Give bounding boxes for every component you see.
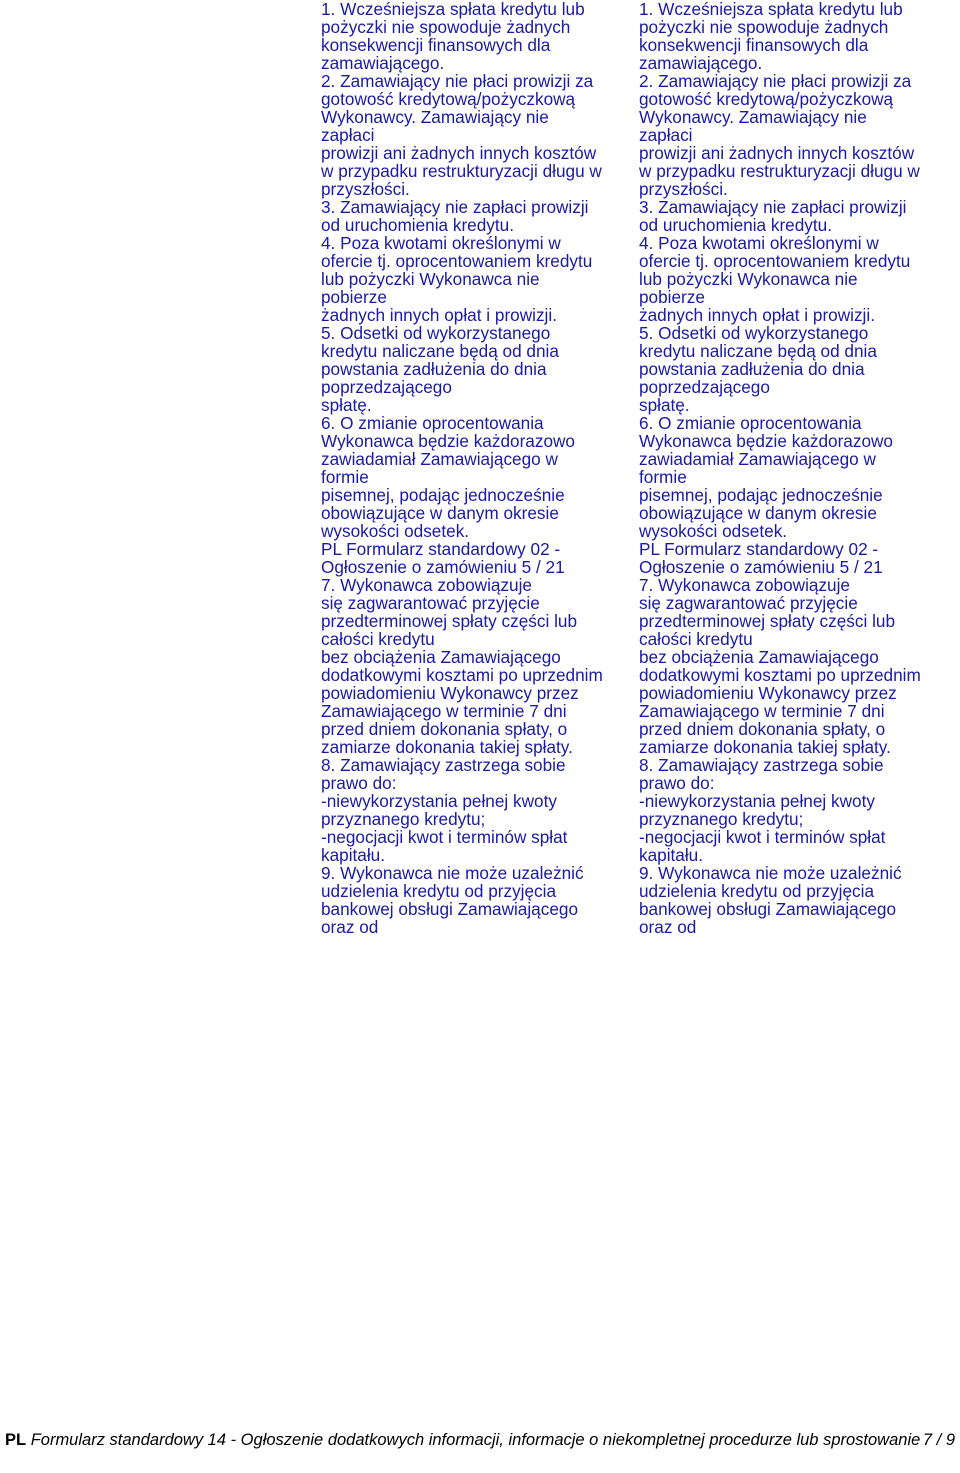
- left-column-line: zawiadamiał Zamawiającego w: [321, 449, 558, 469]
- left-column-line: przyszłości.: [321, 179, 410, 199]
- right-column-line: 9. Wykonawca nie może uzależnić: [639, 863, 902, 883]
- left-column-line: 6. O zmianie oprocentowania: [321, 413, 544, 433]
- right-column-line: zamiarze dokonania takiej spłaty.: [639, 737, 891, 757]
- right-column-line: od uruchomienia kredytu.: [639, 215, 832, 235]
- left-column-line: zapłaci: [321, 125, 375, 145]
- right-column-line: bankowej obsługi Zamawiającego: [639, 899, 897, 919]
- left-column-text: [321, 0, 638, 936]
- left-column-line: kapitału.: [321, 845, 386, 865]
- right-column-line: 4. Poza kwotami określonymi w: [639, 233, 879, 253]
- right-column-line: pożyczki nie spowoduje żadnych: [639, 17, 889, 37]
- right-column-line: prowizji ani żadnych innych kosztów: [639, 143, 915, 163]
- right-column-line: prawo do:: [639, 773, 715, 793]
- left-column-line: -negocjacji kwot i terminów spłat: [321, 827, 568, 847]
- left-column-line: się zagwarantować przyjęcie: [321, 593, 540, 613]
- left-column-line: przedterminowej spłaty części lub: [321, 611, 578, 631]
- right-column-line: poprzedzającego: [639, 377, 770, 397]
- left-column-line: lub pożyczki Wykonawca nie: [321, 269, 540, 289]
- left-column-line: wysokości odsetek.: [321, 521, 470, 541]
- left-column-line: pożyczki nie spowoduje żadnych: [321, 17, 571, 37]
- right-column-line: formie: [639, 467, 687, 487]
- right-column-line: PL Formularz standardowy 02 -: [639, 539, 879, 559]
- footer-language-code: PL: [5, 1431, 27, 1449]
- right-column-line: obowiązujące w danym okresie: [639, 503, 877, 523]
- left-column-line: 4. Poza kwotami określonymi w: [321, 233, 561, 253]
- left-column-line: kredytu naliczane będą od dnia: [321, 341, 559, 361]
- footer-page-number: 7 / 9: [922, 1431, 955, 1449]
- page-footer: [5, 1431, 955, 1450]
- left-column-line: żadnych innych opłat i prowizji.: [321, 305, 557, 325]
- right-column-line: 5. Odsetki od wykorzystanego: [639, 323, 869, 343]
- left-column-line: dodatkowymi kosztami po uprzednim: [321, 665, 603, 685]
- left-column-line: zamiarze dokonania takiej spłaty.: [321, 737, 573, 757]
- left-column-line: PL Formularz standardowy 02 -: [321, 539, 561, 559]
- right-column-line: w przypadku restrukturyzacji długu w: [639, 161, 920, 181]
- left-column-line: bankowej obsługi Zamawiającego: [321, 899, 579, 919]
- left-column-line: bez obciążenia Zamawiającego: [321, 647, 561, 667]
- left-column-line: Ogłoszenie o zamówieniu 5 / 21: [321, 557, 565, 577]
- right-column-line: 8. Zamawiający zastrzega sobie: [639, 755, 884, 775]
- right-column-line: gotowość kredytową/pożyczkową: [639, 89, 894, 109]
- right-column-line: dodatkowymi kosztami po uprzednim: [639, 665, 921, 685]
- right-column-line: bez obciążenia Zamawiającego: [639, 647, 879, 667]
- right-column-line: powstania zadłużenia do dnia: [639, 359, 865, 379]
- right-column-line: 2. Zamawiający nie płaci prowizji za: [639, 71, 912, 91]
- left-column-line: prawo do:: [321, 773, 397, 793]
- left-column-line: Wykonawca będzie każdorazowo: [321, 431, 575, 451]
- right-column-line: kapitału.: [639, 845, 704, 865]
- right-column-line: 6. O zmianie oprocentowania: [639, 413, 862, 433]
- left-column-line: 2. Zamawiający nie płaci prowizji za: [321, 71, 594, 91]
- left-column-line: pobierze: [321, 287, 387, 307]
- right-column-line: przyszłości.: [639, 179, 728, 199]
- left-column-line: obowiązujące w danym okresie: [321, 503, 559, 523]
- footer-form-title: Formularz standardowy 14 - Ogłoszenie dodatkowych informacji, informacje o niekompletnej procedurze lub sprostowanie: [30, 1431, 921, 1449]
- left-column-line: ofercie tj. oprocentowaniem kredytu: [321, 251, 593, 271]
- left-column-line: gotowość kredytową/pożyczkową: [321, 89, 576, 109]
- left-column-line: przed dniem dokonania spłaty, o: [321, 719, 568, 739]
- right-column-line: zamawiającego.: [639, 53, 763, 73]
- right-column-line: ofercie tj. oprocentowaniem kredytu: [639, 251, 911, 271]
- left-column-line: oraz od: [321, 917, 379, 937]
- right-column-line: Zamawiającego w terminie 7 dni: [639, 701, 885, 721]
- right-column-line: lub pożyczki Wykonawca nie: [639, 269, 858, 289]
- left-column-line: 5. Odsetki od wykorzystanego: [321, 323, 551, 343]
- left-column-line: 8. Zamawiający zastrzega sobie: [321, 755, 566, 775]
- left-column-line: przyznanego kredytu;: [321, 809, 486, 829]
- right-column-line: spłatę.: [639, 395, 690, 415]
- left-column-line: powiadomieniu Wykonawcy przez: [321, 683, 579, 703]
- right-column-line: 3. Zamawiający nie zapłaci prowizji: [639, 197, 907, 217]
- right-column-line: -negocjacji kwot i terminów spłat: [639, 827, 886, 847]
- left-column-line: prowizji ani żadnych innych kosztów: [321, 143, 597, 163]
- left-column-line: w przypadku restrukturyzacji długu w: [321, 161, 602, 181]
- right-column-line: 1. Wcześniejsza spłata kredytu lub: [639, 0, 903, 19]
- left-column-line: udzielenia kredytu od przyjęcia: [321, 881, 557, 901]
- left-column-line: zamawiającego.: [321, 53, 445, 73]
- left-column-line: 3. Zamawiający nie zapłaci prowizji: [321, 197, 589, 217]
- left-column-line: spłatę.: [321, 395, 372, 415]
- right-column-line: przedterminowej spłaty części lub: [639, 611, 896, 631]
- right-column-line: żadnych innych opłat i prowizji.: [639, 305, 875, 325]
- right-column-line: zapłaci: [639, 125, 693, 145]
- left-column-line: pisemnej, podając jednocześnie: [321, 485, 565, 505]
- right-column-line: Wykonawca będzie każdorazowo: [639, 431, 893, 451]
- right-column-line: 7. Wykonawca zobowiązuje: [639, 575, 850, 595]
- right-column-line: oraz od: [639, 917, 697, 937]
- left-column-line: formie: [321, 467, 369, 487]
- left-column-line: 9. Wykonawca nie może uzależnić: [321, 863, 584, 883]
- right-column-line: kredytu naliczane będą od dnia: [639, 341, 877, 361]
- left-column-line: powstania zadłużenia do dnia: [321, 359, 547, 379]
- right-column-line: przed dniem dokonania spłaty, o: [639, 719, 886, 739]
- right-column-line: Ogłoszenie o zamówieniu 5 / 21: [639, 557, 883, 577]
- left-column-line: 1. Wcześniejsza spłata kredytu lub: [321, 0, 585, 19]
- left-column-line: -niewykorzystania pełnej kwoty: [321, 791, 557, 811]
- right-column-line: się zagwarantować przyjęcie: [639, 593, 858, 613]
- right-column-line: powiadomieniu Wykonawcy przez: [639, 683, 897, 703]
- left-column-line: całości kredytu: [321, 629, 435, 649]
- left-column-line: konsekwencji finansowych dla: [321, 35, 551, 55]
- right-column-line: udzielenia kredytu od przyjęcia: [639, 881, 875, 901]
- left-column-line: poprzedzającego: [321, 377, 452, 397]
- right-column-line: całości kredytu: [639, 629, 753, 649]
- right-column-line: przyznanego kredytu;: [639, 809, 804, 829]
- right-column-line: -niewykorzystania pełnej kwoty: [639, 791, 875, 811]
- right-column-line: Wykonawcy. Zamawiający nie: [639, 107, 867, 127]
- right-column-line: zawiadamiał Zamawiającego w: [639, 449, 876, 469]
- left-column-line: od uruchomienia kredytu.: [321, 215, 514, 235]
- left-column-line: Wykonawcy. Zamawiający nie: [321, 107, 549, 127]
- right-column-line: pisemnej, podając jednocześnie: [639, 485, 883, 505]
- right-column-text: [639, 0, 957, 936]
- left-column-line: Zamawiającego w terminie 7 dni: [321, 701, 567, 721]
- right-column-line: konsekwencji finansowych dla: [639, 35, 869, 55]
- left-column-line: 7. Wykonawca zobowiązuje: [321, 575, 532, 595]
- right-column-line: pobierze: [639, 287, 705, 307]
- right-column-line: wysokości odsetek.: [639, 521, 788, 541]
